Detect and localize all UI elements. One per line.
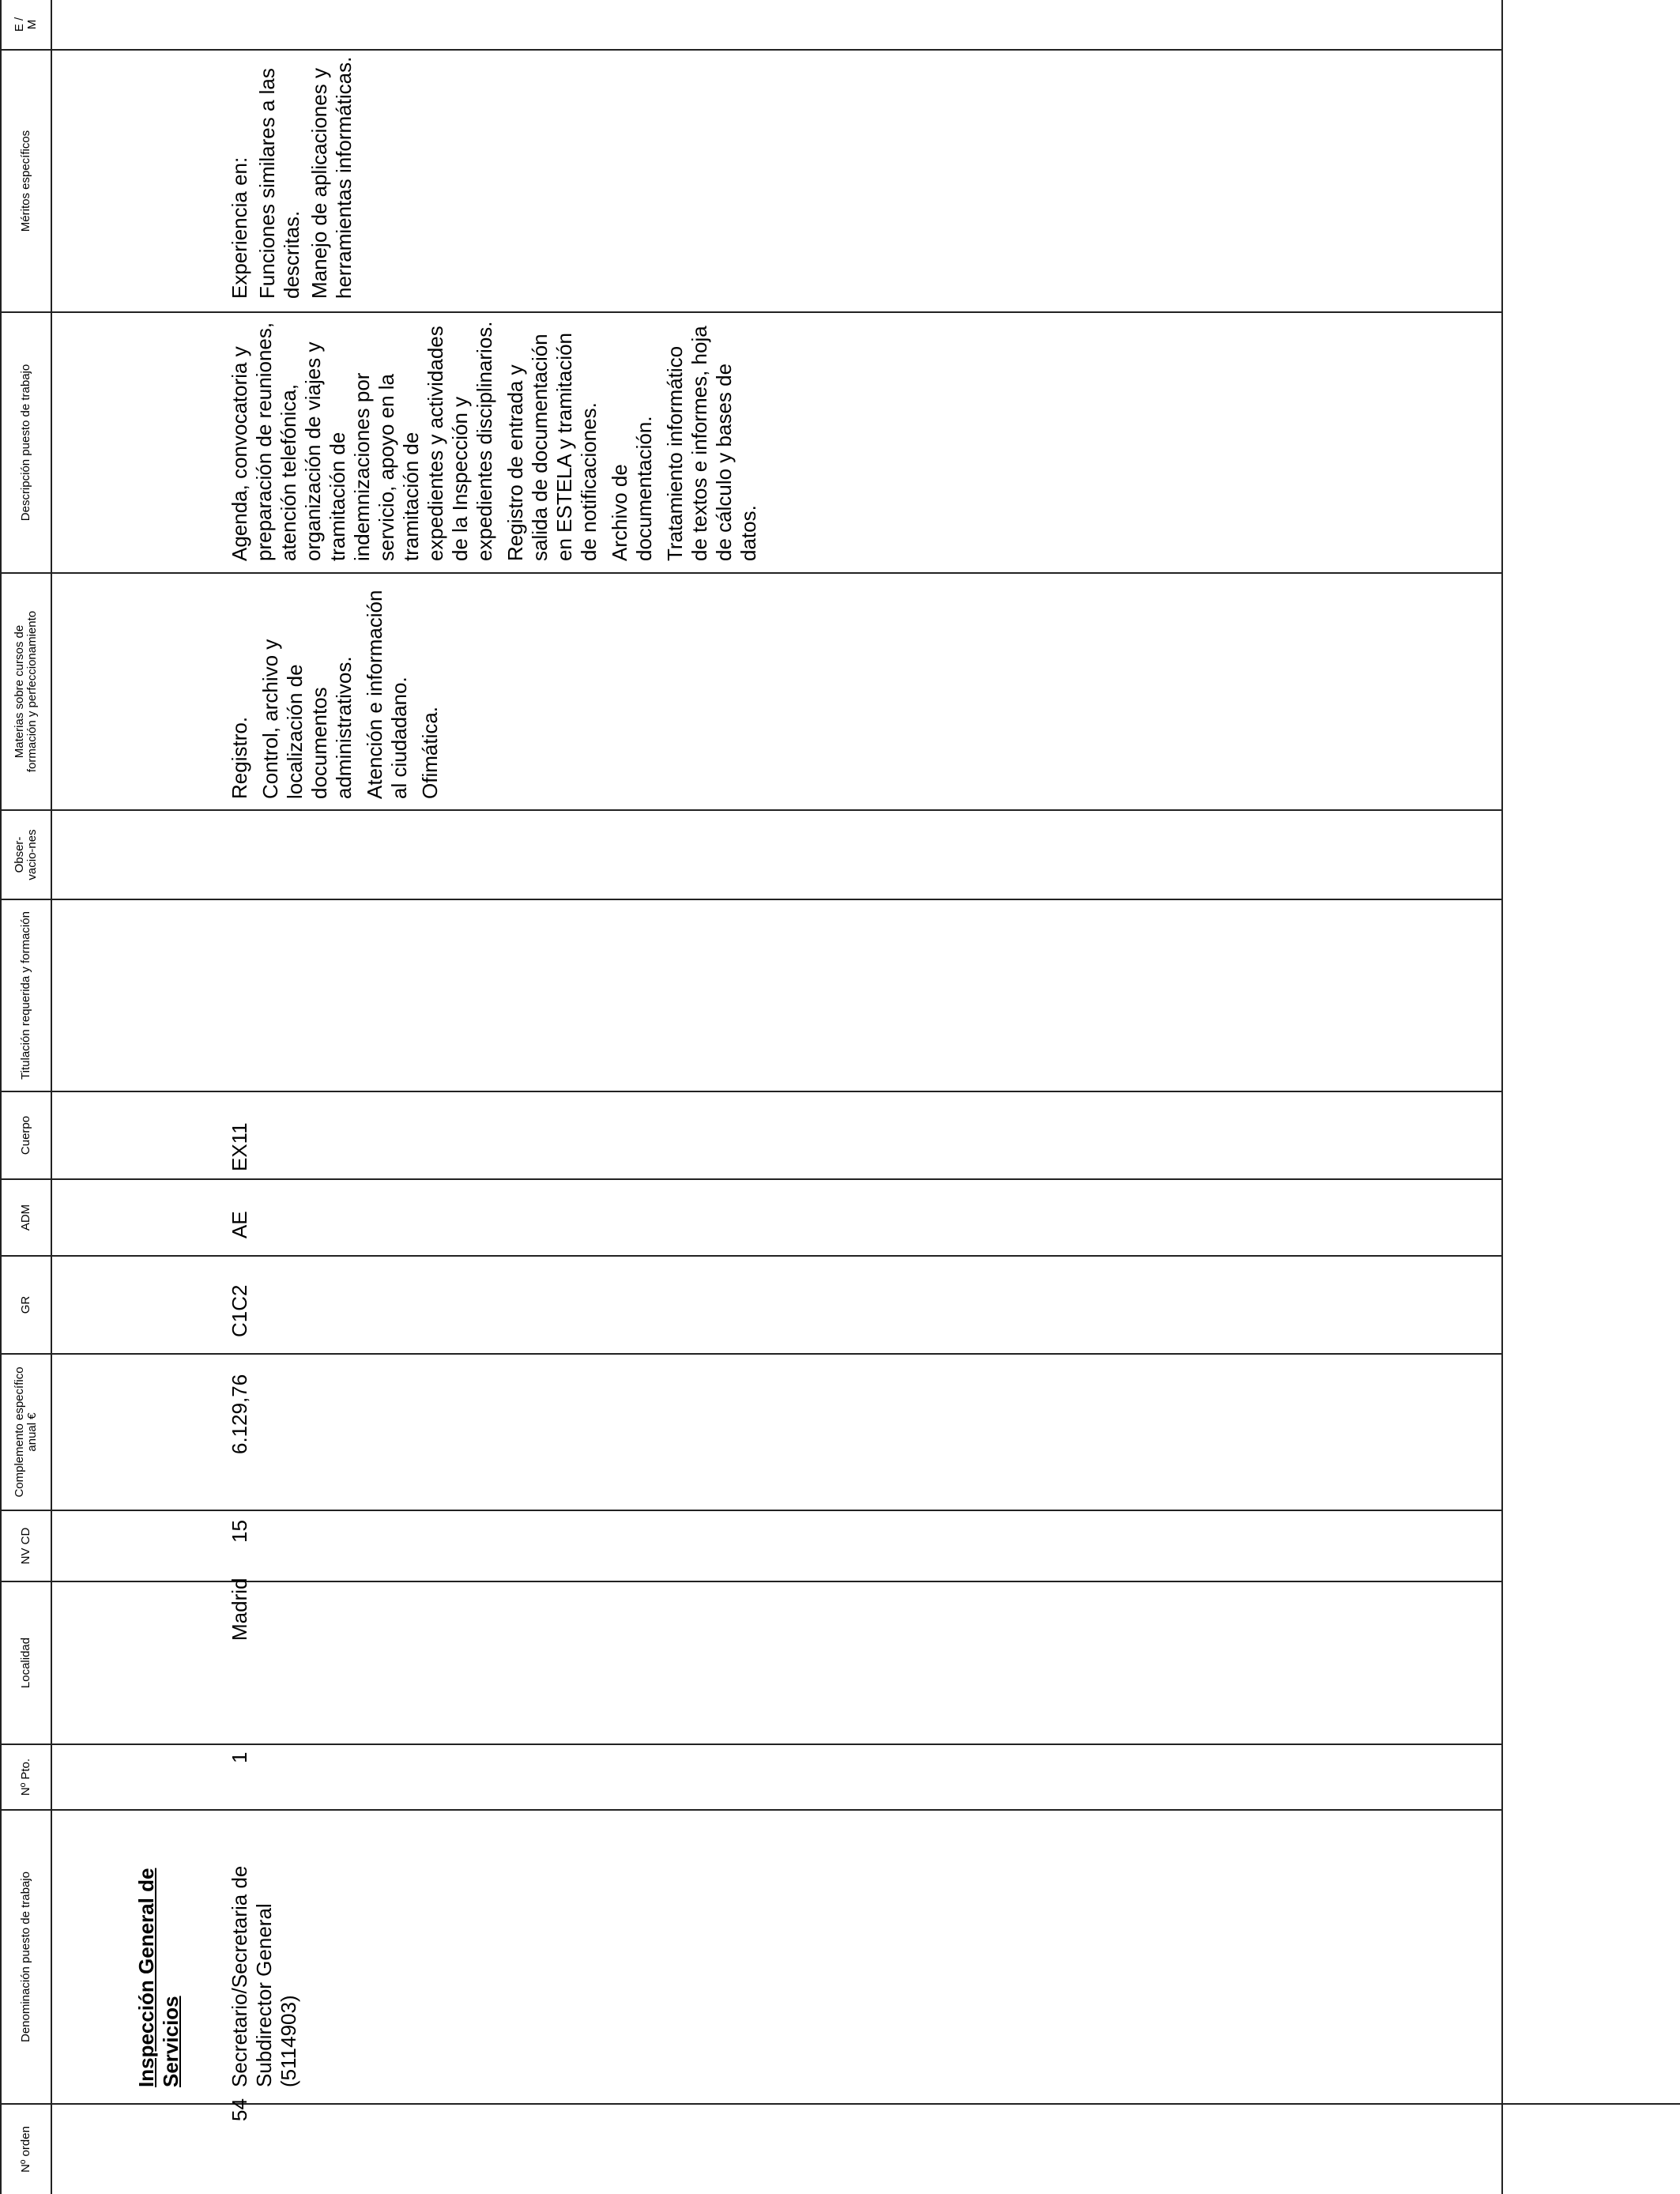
header-bottom-rule [51, 0, 52, 2194]
col-sep [0, 1581, 1503, 1582]
col-sep [0, 1353, 1503, 1355]
header-gr: GR [19, 1295, 32, 1314]
cell-complemento: 6.129,76 [228, 1374, 251, 1454]
col-sep [0, 1510, 1503, 1511]
header-orden: Nº orden [19, 2126, 32, 2173]
col-sep [0, 572, 1503, 574]
materias-item: Control, archivo y localización de documentos administrativos. [258, 639, 356, 799]
header-complemento: Complemento específico anual € [13, 1367, 39, 1498]
cell-orden: 54 [228, 2098, 251, 2121]
section-title: Inspección General de Servicios [134, 1868, 183, 2087]
header-npto: Nº Pto. [19, 1758, 32, 1796]
col-sep [0, 809, 1503, 811]
descripcion-item: Tratamiento informático de textos e informes, hoja de cálculo y bases de datos. [663, 326, 760, 561]
header-materias: Materias sobre cursos de formación y perfeccionamiento [13, 610, 39, 773]
cell-gr: C1C2 [228, 1284, 251, 1337]
meritos-item: Manejo de aplicaciones y herramientas informáticas. [307, 56, 356, 299]
descripcion-item: Archivo de documentación. [608, 416, 656, 561]
header-cuerpo: Cuerpo [19, 1115, 32, 1155]
cell-localidad: Madrid [228, 1578, 251, 1641]
header-denominacion: Denominación puesto de trabajo [19, 1872, 32, 2042]
header-titulacion: Titulación requerida y formación [19, 911, 32, 1080]
header-descripcion: Descripción puesto de trabajo [19, 364, 32, 522]
meritos-item: Experiencia en: [228, 156, 251, 299]
meritos-item: Funciones similares a las descritas. [255, 68, 303, 299]
col-sep [0, 1178, 1503, 1180]
header-adm: ADM [19, 1204, 32, 1231]
col-sep [0, 49, 1503, 51]
table-bottom-rule [1501, 0, 1503, 2194]
cell-descripcion [228, 320, 767, 561]
header-nivcd: NV CD [19, 1527, 32, 1565]
cell-npto: 1 [228, 1751, 251, 1763]
col-sep [0, 1091, 1503, 1092]
materias-item: Registro. [228, 716, 251, 799]
col-sep [0, 899, 1503, 900]
materias-item: Ofimática. [418, 706, 442, 799]
descripcion-item: Agenda, convocatoria y preparación de reuniones, atención telefónica, organización de viajes y tramitación de indemnizaciones por servicio, apoyo en la tramitación de expedientes y actividades de la Inspección y expedientes disciplinarios. [228, 321, 496, 561]
descripcion-item: Registro de entrada y salida de documentación en ESTELA y tramitación de notificaciones. [503, 332, 601, 561]
cell-cuerpo: EX11 [228, 1122, 251, 1171]
col-sep [0, 1744, 1503, 1745]
header-meritos: Méritos específicos [19, 130, 32, 232]
cell-materias [228, 582, 449, 799]
cell-nivcd: 15 [228, 1520, 251, 1543]
col-sep [0, 1255, 1503, 1257]
cell-denominacion: Secretario/Secretaria de Subdirector General (5114903) [228, 1865, 300, 2087]
materias-item: Atención e información al ciudadano. [363, 590, 411, 799]
header-observaciones: Obser-vacio-nes [13, 829, 39, 880]
col-sep [0, 1809, 1503, 1811]
header-localidad: Localidad [19, 1637, 32, 1689]
header-em: E / M [13, 17, 39, 32]
col-sep [0, 311, 1503, 313]
cell-meritos [228, 54, 363, 299]
cell-adm: AE [228, 1211, 251, 1238]
